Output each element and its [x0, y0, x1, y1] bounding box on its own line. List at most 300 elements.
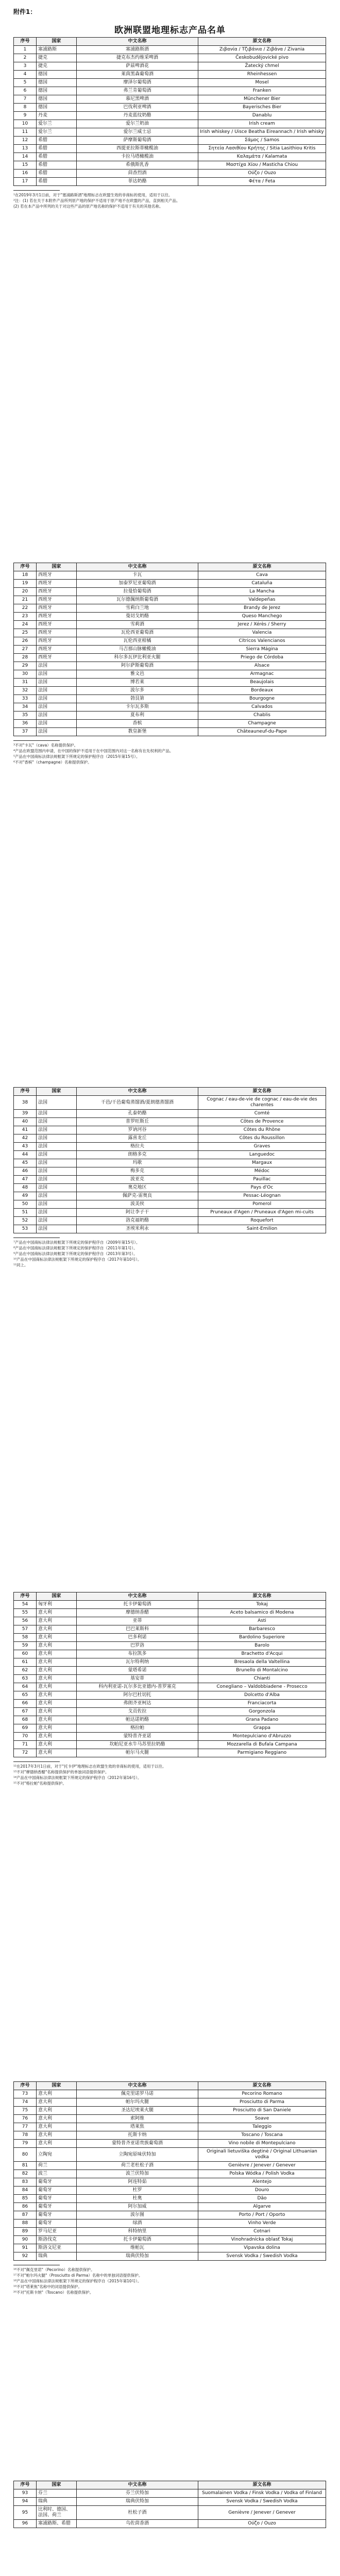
row-original-name: Côtes du Rhône — [198, 1126, 326, 1134]
row-chinese-name: 雪莉白兰地 — [77, 604, 198, 613]
row-original-name: Algarve — [198, 2203, 326, 2211]
row-original-name: Cítricos Valencianos — [198, 637, 326, 646]
row-country: 波兰 — [37, 2170, 77, 2178]
table-row — [14, 1749, 326, 1757]
row-country: 意大利 — [37, 2090, 77, 2098]
row-country: 意大利 — [37, 1634, 77, 1642]
table-header-row — [14, 38, 326, 46]
table-row — [14, 128, 326, 137]
row-chinese-name: 亚蒂 — [77, 1617, 198, 1625]
row-chinese-name: 捷克布杰约维采啤酒 — [77, 54, 198, 62]
footnote-text: ²注：(1) 若在关于本附件产品所列原产地的保护不适用于原产地不在欧盟的产品，直到相关产品。 — [13, 198, 180, 203]
col-header-chinese-name: 中文名称 — [77, 2082, 198, 2090]
row-chinese-name: 瓦尔特利纳 — [77, 1658, 198, 1667]
footnote-text: ¹³不对"摩德纳香醋"名称提供保护的单独词语提供保护。 — [13, 1770, 109, 1774]
row-country: 意大利 — [37, 1683, 77, 1691]
table-row — [14, 104, 326, 112]
table-row — [14, 87, 326, 95]
table-row — [14, 120, 326, 128]
col-header-original-name: 原文名称 — [198, 2082, 326, 2090]
table-row — [14, 2170, 326, 2178]
row-original-name: La Mancha — [198, 588, 326, 596]
row-number: 20 — [14, 588, 37, 596]
row-number: 28 — [14, 654, 37, 662]
table-row — [14, 1642, 326, 1650]
row-country: 法国 — [37, 1176, 77, 1184]
row-chinese-name: 绿酒 — [77, 2219, 198, 2228]
table-row — [14, 1700, 326, 1708]
row-number: 19 — [14, 580, 37, 588]
table-row — [14, 153, 326, 161]
table-row — [14, 95, 326, 104]
row-original-name: Ζιβανία / Τζιβάνια / Ζιβάνα / Zivania — [198, 46, 326, 54]
footnotes-3 — [13, 1238, 326, 1268]
table-row — [14, 170, 326, 178]
row-number: 10 — [14, 120, 37, 128]
col-header-original-name: 原文名称 — [198, 1592, 326, 1601]
footnotes-5 — [13, 2265, 326, 2296]
row-chinese-name: 维帕瓦 — [77, 2244, 198, 2252]
table-row — [14, 654, 326, 662]
table-row — [14, 2498, 326, 2506]
row-country: 葡萄牙 — [37, 2203, 77, 2211]
row-original-name: Pruneaux d'Agen / Pruneaux d'Agen mi-cuits — [198, 1209, 326, 1217]
col-header-chinese-name: 中文名称 — [77, 2481, 198, 2489]
table-header-row — [14, 2082, 326, 2090]
row-country: 法国 — [37, 1096, 77, 1110]
row-chinese-name: 托卡伊葡萄酒 — [77, 2236, 198, 2244]
table-row — [14, 637, 326, 646]
row-chinese-name: 阿让李子干 — [77, 1209, 198, 1217]
row-number: 1 — [14, 46, 37, 54]
row-country: 匈牙利 — [37, 1601, 77, 1609]
row-number: 46 — [14, 1167, 37, 1176]
row-original-name: Suomalainen Vodka / Finsk Vodka / Vodka of Finland — [198, 2489, 326, 2498]
row-number: 48 — [14, 1184, 37, 1192]
row-country: 爱尔兰 — [37, 128, 77, 137]
row-original-name: Barolo — [198, 1642, 326, 1650]
row-original-name: Conegliano – Valdobbiadene - Prosecco — [198, 1683, 326, 1691]
row-number: 82 — [14, 2170, 37, 2178]
row-number: 92 — [14, 2252, 37, 2261]
col-header-original-name: 原文名称 — [198, 1088, 326, 1096]
row-original-name: Pessac-Léognan — [198, 1192, 326, 1200]
row-chinese-name: 教皇新堡 — [77, 728, 198, 736]
row-number: 74 — [14, 2098, 37, 2107]
row-country: 法国 — [37, 1151, 77, 1159]
table-row — [14, 1217, 326, 1225]
footnote-text: ¹⁹不对"塔莱焦"名称中的词语提供保护。 — [13, 2284, 82, 2289]
row-country: 意大利 — [37, 1749, 77, 1757]
row-original-name: Armagnac — [198, 670, 326, 679]
col-header-number: 序号 — [14, 2082, 37, 2090]
row-number: 67 — [14, 1708, 37, 1716]
row-number: 2 — [14, 54, 37, 62]
row-chinese-name: 曼切戈奶酪 — [77, 613, 198, 621]
row-chinese-name: 帕尔马火腿 — [77, 1749, 198, 1757]
row-number: 7 — [14, 95, 37, 104]
footnote-divider — [13, 1761, 60, 1762]
row-country: 意大利 — [37, 2123, 77, 2131]
table-row — [14, 145, 326, 153]
table-row — [14, 613, 326, 621]
row-original-name: Svensk Vodka / Swedish Vodka — [198, 2498, 326, 2506]
row-chinese-name: 雅文邑 — [77, 670, 198, 679]
table-row — [14, 137, 326, 145]
table-row — [14, 46, 326, 54]
row-chinese-name: 塞浦路斯酒 — [77, 46, 198, 54]
row-number: 85 — [14, 2195, 37, 2203]
row-chinese-name: 帕达诺奶酪 — [77, 1716, 198, 1724]
row-chinese-name: 杜奥 — [77, 2195, 198, 2203]
annex-label: 附件1： — [13, 8, 37, 15]
row-number: 14 — [14, 153, 37, 161]
col-header-number: 序号 — [14, 1088, 37, 1096]
row-country: 法国 — [37, 1200, 77, 1209]
row-original-name: Franciacorta — [198, 1700, 326, 1708]
row-chinese-name: 孔泰奶酪 — [77, 1110, 198, 1118]
row-original-name: Bourgogne — [198, 695, 326, 703]
row-original-name: Irish cream — [198, 120, 326, 128]
row-original-name: Parmigiano Reggiano — [198, 1749, 326, 1757]
row-country: 法国 — [37, 1184, 77, 1192]
row-original-name: Cava — [198, 571, 326, 580]
row-country: 比利时、德国、法国、荷兰 — [37, 2506, 77, 2520]
table-row — [14, 646, 326, 654]
row-number: 87 — [14, 2211, 37, 2219]
row-country: 瑞典 — [37, 2252, 77, 2261]
row-chinese-name: 蒙特普齐亚诺贵族葡萄酒 — [77, 2140, 198, 2148]
gi-table-2 — [13, 563, 326, 736]
footnotes-2 — [13, 740, 326, 766]
footnote-text: ⁴产品在欧盟范围内申请，在中国的保护不适用于在中国范围内对这一名称有在先权利的产品。 — [13, 749, 174, 753]
row-original-name: Comté — [198, 1110, 326, 1118]
row-chinese-name: 茴香烈酒 — [77, 170, 198, 178]
row-country: 荷兰 — [37, 2162, 77, 2170]
footnote-text: ⁹产品在中国商标法律法规框架下所规定的保护程序自（2013年第3号）。 — [13, 1251, 138, 1256]
row-original-name: Pomerol — [198, 1200, 326, 1209]
row-chinese-name: 瓦伦西亚葡萄酒 — [77, 629, 198, 637]
row-original-name: Σάμος / Samos — [198, 137, 326, 145]
row-chinese-name: 摩泽尔葡萄酒 — [77, 79, 198, 87]
row-number: 18 — [14, 571, 37, 580]
row-country: 瑞典 — [37, 2498, 77, 2506]
row-chinese-name: 格拉夫 — [77, 1143, 198, 1151]
row-original-name: Cognac / eau-de-vie de cognac / eau-de-vie des charentes — [198, 1096, 326, 1110]
row-chinese-name: 雪莉酒 — [77, 621, 198, 629]
row-original-name: Pauillac — [198, 1176, 326, 1184]
table-row — [14, 2131, 326, 2140]
row-country: 斯洛伐克 — [37, 2236, 77, 2244]
row-chinese-name: 香槟 — [77, 720, 198, 728]
footnote-text: ¹²在2017年3月1日前，对于"托卡伊"地理标志在欧盟生效的非商标的使用，适用于以往。 — [13, 1764, 166, 1769]
row-chinese-name: 科内利亚诺-瓦尔多比亚德内-普罗塞克 — [77, 1683, 198, 1691]
row-country: 葡萄牙 — [37, 2211, 77, 2219]
footnote-text: ¹⁸产品在中国商标法律法规框架下所规定的保护程序自（2015年第10号）。 — [13, 2279, 142, 2283]
row-country: 法国 — [37, 720, 77, 728]
row-chinese-name: 杜松子酒 — [77, 2506, 198, 2520]
row-number: 88 — [14, 2219, 37, 2228]
row-original-name: Chianti — [198, 1675, 326, 1683]
row-number: 25 — [14, 629, 37, 637]
row-number: 95 — [14, 2506, 37, 2520]
col-header-chinese-name: 中文名称 — [77, 563, 198, 571]
row-country: 法国 — [37, 1143, 77, 1151]
row-number: 41 — [14, 1126, 37, 1134]
col-header-number: 序号 — [14, 2481, 37, 2489]
col-header-chinese-name: 中文名称 — [77, 38, 198, 46]
table-row — [14, 596, 326, 604]
row-country: 西班牙 — [37, 629, 77, 637]
row-number: 15 — [14, 161, 37, 170]
row-original-name: Médoc — [198, 1167, 326, 1176]
table-row — [14, 1609, 326, 1617]
row-chinese-name: 蒙特普齐亚诺 — [77, 1733, 198, 1741]
row-country: 法国 — [37, 1134, 77, 1143]
row-country: 意大利 — [37, 1691, 77, 1700]
table-row — [14, 2236, 326, 2244]
row-number: 51 — [14, 1209, 37, 1217]
table-row — [14, 1658, 326, 1667]
row-chinese-name: 干邑/干邑葡萄蒸馏酒/夏朗德蒸馏酒 — [77, 1096, 198, 1110]
table-row — [14, 1650, 326, 1658]
row-original-name: Grana Padano — [198, 1716, 326, 1724]
row-country: 西班牙 — [37, 613, 77, 621]
table-row — [14, 2506, 326, 2520]
row-country: 意大利 — [37, 2140, 77, 2148]
row-number: 78 — [14, 2131, 37, 2140]
row-number: 26 — [14, 637, 37, 646]
row-chinese-name: 卡尔瓦多斯 — [77, 703, 198, 711]
row-country: 意大利 — [37, 1741, 77, 1749]
footnote-divider — [13, 740, 60, 741]
row-chinese-name: 卡拉马塔橄榄油 — [77, 153, 198, 161]
row-number: 77 — [14, 2123, 37, 2131]
table-row — [14, 687, 326, 695]
row-number: 42 — [14, 1134, 37, 1143]
table-row — [14, 1741, 326, 1749]
row-original-name: Toscano / Toscana — [198, 2131, 326, 2140]
row-chinese-name: 布拉凯多 — [77, 1650, 198, 1658]
row-country: 法国 — [37, 1167, 77, 1176]
row-chinese-name: 帕尔玛火腿 — [77, 2098, 198, 2107]
row-original-name: Originali lietuviška degtinė / Original Lithuanian vodka — [198, 2148, 326, 2162]
table-row — [14, 711, 326, 720]
row-original-name: Brunello di Montalcino — [198, 1667, 326, 1675]
table-row — [14, 604, 326, 613]
table-row — [14, 679, 326, 687]
row-original-name: Vinohradnícka oblasť Tokaj — [198, 2236, 326, 2244]
row-country: 意大利 — [37, 1716, 77, 1724]
gi-table-6 — [13, 2481, 326, 2528]
row-country: 西班牙 — [37, 588, 77, 596]
footnote-text: ¹在2019年3月1日前，对于"塞浦路斯酒"地理标志在欧盟生效的非商标的使用，适用于以往。 — [13, 193, 173, 197]
row-number: 94 — [14, 2498, 37, 2506]
row-chinese-name: 杜罗 — [77, 2187, 198, 2195]
row-chinese-name: 阿尔萨斯葡萄酒 — [77, 662, 198, 670]
footnote-text: ³不对"卡瓦"（cava）名称提供保护。 — [13, 743, 78, 748]
row-original-name: Graves — [198, 1143, 326, 1151]
row-chinese-name: 阿尔加威 — [77, 2203, 198, 2211]
footnote-text: ¹⁰产品在中国商标法律法规框架下所规定的保护程序自（2017年第10号）。 — [13, 1257, 142, 1262]
table-row — [14, 1733, 326, 1741]
row-country: 希腊 — [37, 170, 77, 178]
row-chinese-name: 瑞典伏特加 — [77, 2498, 198, 2506]
row-number: 96 — [14, 2520, 37, 2528]
table-row — [14, 1096, 326, 1110]
row-country: 葡萄牙 — [37, 2195, 77, 2203]
row-number: 90 — [14, 2236, 37, 2244]
row-country: 法国 — [37, 670, 77, 679]
row-original-name: Jerez / Xérès / Sherry — [198, 621, 326, 629]
footnote-text: ⁷产品在中国商标法律法规框架下所规定的保护程序自（2009年第15号）。 — [13, 1240, 140, 1245]
row-number: 76 — [14, 2115, 37, 2123]
row-original-name: Ούζο / Ouzo — [198, 170, 326, 178]
row-original-name: Σητεία Λασιθίου Κρήτης / Sitia Lasithiou Kritis — [198, 145, 326, 153]
col-header-chinese-name: 中文名称 — [77, 1088, 198, 1096]
table-row — [14, 1225, 326, 1233]
footnote-text: ⁸产品在中国商标法律法规框架下所规定的保护程序自（2011年第1号）。 — [13, 1246, 138, 1250]
row-chinese-name: 芬兰伏特加 — [77, 2489, 198, 2498]
row-number: 35 — [14, 711, 37, 720]
row-number: 17 — [14, 178, 37, 186]
col-header-country: 国家 — [37, 1592, 77, 1601]
row-number: 80 — [14, 2148, 37, 2162]
row-number: 5 — [14, 79, 37, 87]
row-chinese-name: 萨兹啤酒花 — [77, 62, 198, 71]
row-country: 意大利 — [37, 1658, 77, 1667]
table-row — [14, 2252, 326, 2261]
row-chinese-name: 立陶宛原味伏特加 — [77, 2148, 198, 2162]
row-chinese-name: 玛歌 — [77, 1159, 198, 1167]
row-country: 法国 — [37, 1110, 77, 1118]
footnote-text: ¹¹同上。 — [13, 1263, 28, 1267]
row-original-name: Gorgonzola — [198, 1708, 326, 1716]
row-number: 73 — [14, 2090, 37, 2098]
row-country: 西班牙 — [37, 580, 77, 588]
table-row — [14, 1708, 326, 1716]
row-chinese-name: 瓦伦西亚柑橘 — [77, 637, 198, 646]
row-original-name: Taleggio — [198, 2123, 326, 2131]
footnote-text: (2) 若在本产品中所列的关于对这些产品的原产地名称的保护不适用于有关的其他名称。 — [13, 204, 163, 209]
row-chinese-name: 梅多克 — [77, 1167, 198, 1176]
row-number: 16 — [14, 170, 37, 178]
row-original-name: Φέτα / Feta — [198, 178, 326, 186]
row-original-name: Polska Wódka / Polish Vodka — [198, 2170, 326, 2178]
table-row — [14, 2098, 326, 2107]
table-row — [14, 2178, 326, 2187]
table-row — [14, 1143, 326, 1151]
row-country: 希腊 — [37, 145, 77, 153]
row-chinese-name: 坎帕尼亚水牛马苏里拉奶酪 — [77, 1741, 198, 1749]
row-original-name: Mozzarella di Bufala Campana — [198, 1741, 326, 1749]
table-row — [14, 1634, 326, 1642]
row-number: 59 — [14, 1642, 37, 1650]
row-number: 84 — [14, 2187, 37, 2195]
table-row — [14, 2148, 326, 2162]
row-number: 65 — [14, 1691, 37, 1700]
row-number: 68 — [14, 1716, 37, 1724]
row-number: 13 — [14, 145, 37, 153]
row-original-name: Vipavska dolina — [198, 2244, 326, 2252]
row-chinese-name: 爱尔兰威士忌 — [77, 128, 198, 137]
row-country: 西班牙 — [37, 571, 77, 580]
table-row — [14, 178, 326, 186]
col-header-chinese-name: 中文名称 — [77, 1592, 198, 1601]
row-number: 69 — [14, 1724, 37, 1733]
table-row — [14, 1675, 326, 1683]
row-chinese-name: 菲达奶酪 — [77, 178, 198, 186]
row-country: 法国 — [37, 1225, 77, 1233]
row-chinese-name: 托卡伊葡萄酒 — [77, 1601, 198, 1609]
row-number: 61 — [14, 1658, 37, 1667]
row-original-name: Barbaresco — [198, 1625, 326, 1634]
row-original-name: Douro — [198, 2187, 326, 2195]
gi-table-4 — [13, 1592, 326, 1757]
row-original-name: Grappa — [198, 1724, 326, 1733]
table-header-row — [14, 563, 326, 571]
row-original-name: Montepulciano d'Abruzzo — [198, 1733, 326, 1741]
row-chinese-name: 阿连特茹 — [77, 2178, 198, 2187]
row-original-name: Priego de Córdoba — [198, 654, 326, 662]
row-number: 81 — [14, 2162, 37, 2170]
table-row — [14, 2244, 326, 2252]
row-number: 53 — [14, 1225, 37, 1233]
row-number: 63 — [14, 1675, 37, 1683]
row-chinese-name: 摩德纳香醋 — [77, 1609, 198, 1617]
table-row — [14, 2140, 326, 2148]
row-original-name: Bresaola della Valtellina — [198, 1658, 326, 1667]
row-number: 49 — [14, 1192, 37, 1200]
table-row — [14, 1118, 326, 1126]
row-country: 法国 — [37, 679, 77, 687]
col-header-number: 序号 — [14, 563, 37, 571]
row-country: 塞浦路斯 — [37, 46, 77, 54]
row-number: 75 — [14, 2107, 37, 2115]
col-header-original-name: 原文名称 — [198, 38, 326, 46]
row-country: 立陶宛 — [37, 2148, 77, 2162]
table-row — [14, 2107, 326, 2115]
row-chinese-name: 博若莱 — [77, 679, 198, 687]
table-row — [14, 1209, 326, 1217]
row-original-name: Μαστίχα Χίου / Masticha Chiou — [198, 161, 326, 170]
row-country: 意大利 — [37, 2098, 77, 2107]
table-row — [14, 1617, 326, 1625]
document-title: 欧洲联盟地理标志产品名单 — [114, 25, 226, 36]
row-original-name: Pays d'Oc — [198, 1184, 326, 1192]
row-original-name: Roquefort — [198, 1217, 326, 1225]
row-number: 58 — [14, 1634, 37, 1642]
row-original-name: Svensk Vodka / Swedish Vodka — [198, 2252, 326, 2261]
row-chinese-name: 卡瓦 — [77, 571, 198, 580]
footnote-text: ¹⁴产品在中国商标法律法规框架下所规定的保护程序自（2012年第16号）。 — [13, 1775, 142, 1780]
table-row — [14, 79, 326, 87]
row-original-name: Genièvre / Jenever / Genever — [198, 2506, 326, 2520]
row-chinese-name: 萨摩斯葡萄酒 — [77, 137, 198, 145]
row-country: 法国 — [37, 728, 77, 736]
row-country: 爱尔兰 — [37, 120, 77, 128]
row-original-name: Rheinhessen — [198, 71, 326, 79]
row-number: 9 — [14, 112, 37, 120]
row-original-name: Sierra Mágina — [198, 646, 326, 654]
row-chinese-name: 夏布利 — [77, 711, 198, 720]
row-number: 32 — [14, 687, 37, 695]
row-original-name: Beaujolais — [198, 679, 326, 687]
row-number: 71 — [14, 1741, 37, 1749]
row-original-name: Cataluña — [198, 580, 326, 588]
row-country: 葡萄牙 — [37, 2178, 77, 2187]
row-country: 德国 — [37, 104, 77, 112]
